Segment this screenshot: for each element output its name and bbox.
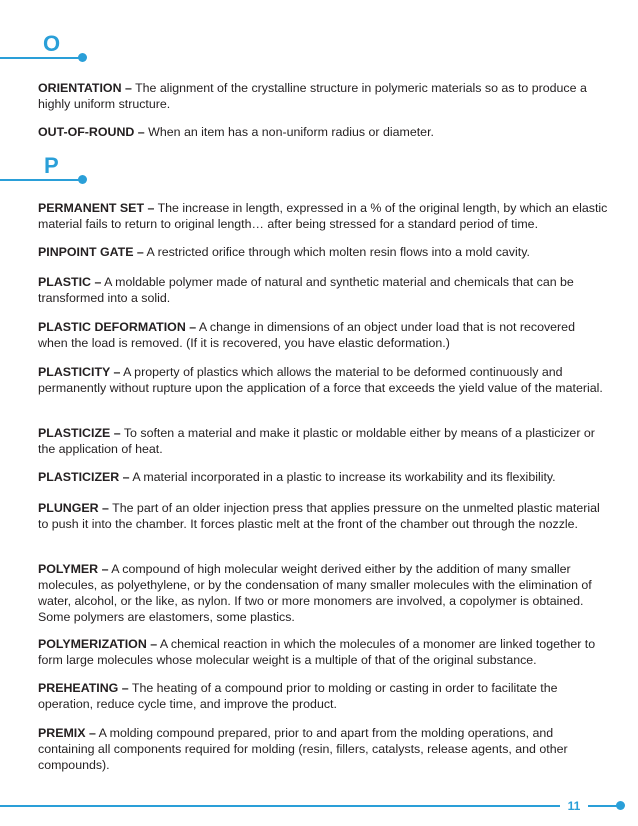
glossary-entry-plastic (38, 274, 608, 306)
glossary-entry-plasticizer (38, 469, 608, 485)
entry-definition: The increase in length, expressed in a % of the original length, by which an elastic material fails to return to original length… after being stressed for a standard period of time. (38, 201, 608, 231)
footer-rule-dot (616, 801, 625, 810)
entry-definition: When an item has a non-uniform radius or diameter. (144, 125, 434, 139)
section-rule-p (0, 179, 80, 181)
section-rule-o (0, 57, 80, 59)
entry-definition: The alignment of the crystalline structure in polymeric materials so as to produce a highly uniform structure. (38, 81, 587, 111)
glossary-entry-permanent-set (38, 200, 608, 232)
entry-definition: To soften a material and make it plastic or moldable either by means of a plasticizer or the application of heat. (38, 426, 595, 456)
entry-definition: The part of an older injection press that applies pressure on the unmelted plastic material to push it into the chamber. It forces plastic melt at the front of the chamber out through the nozzle. (38, 501, 600, 531)
section-letter-p: P (44, 153, 59, 178)
entry-term: PLASTICIZER – (38, 470, 130, 484)
entry-definition: A change in dimensions of an object under load that is not recovered when the load is removed. (If it is recovered, you have elastic deformation.) (38, 320, 575, 350)
glossary-entry-polymerization (38, 636, 608, 668)
entry-definition: A molding compound prepared, prior to and apart from the molding operations, and containing all components required for molding (resin, fillers, catalysts, release agents, and other compounds). (38, 726, 568, 772)
entry-definition: A material incorporated in a plastic to increase its workability and its flexibility. (129, 470, 556, 484)
entry-definition: A chemical reaction in which the molecules of a monomer are linked together to form large molecules whose molecular weight is a multiple of that of the original substance. (38, 637, 596, 667)
section-rule-dot-o (78, 53, 87, 62)
glossary-entry-plastic-deformation (38, 319, 608, 351)
glossary-entry-plasticize (38, 425, 608, 457)
footer-rule-left (0, 805, 560, 807)
glossary-entry-pinpoint-gate (38, 244, 608, 260)
entry-term: PINPOINT GATE – (38, 245, 144, 259)
entry-term: PERMANENT SET – (38, 201, 155, 215)
entry-definition: A compound of high molecular weight derived either by the addition of many smaller molecules, as polyethylene, or by the condensation of many smaller molecules with the elimination of water, alcohol, or the like, as nylon. If two or more monomers are involved, a copolymer is obtained. Some polymers are elastomers, some plastics. (38, 562, 592, 624)
section-letter-o: O (43, 31, 61, 56)
entry-definition: A moldable polymer made of natural and synthetic material and chemicals that can be transformed into a solid. (38, 275, 574, 305)
entry-definition: The heating of a compound prior to molding or casting in order to facilitate the operation, reduce cycle time, and improve the product. (38, 681, 558, 711)
entry-term: ORIENTATION – (38, 81, 132, 95)
entry-term: PLUNGER – (38, 501, 109, 515)
entry-term: POLYMER – (38, 562, 109, 576)
page-number: 11 (567, 799, 581, 813)
footer-rule-right (588, 805, 618, 807)
entry-term: PLASTIC DEFORMATION – (38, 320, 197, 334)
glossary-entry-plasticity (38, 364, 608, 396)
entry-term: POLYMERIZATION – (38, 637, 158, 651)
glossary-entry-premix (38, 725, 608, 773)
glossary-entry-preheating (38, 680, 608, 712)
glossary-entry-orientation (38, 80, 608, 112)
entry-definition: A restricted orifice through which molten resin flows into a mold cavity. (143, 245, 530, 259)
entry-term: PLASTIC – (38, 275, 102, 289)
entry-term: PLASTICITY – (38, 365, 121, 379)
glossary-entry-plunger (38, 500, 608, 532)
entry-term: PLASTICIZE – (38, 426, 121, 440)
entry-term: OUT-OF-ROUND – (38, 125, 145, 139)
entry-term: PREMIX – (38, 726, 96, 740)
glossary-entry-out-of-round (38, 124, 608, 140)
entry-definition: A property of plastics which allows the material to be deformed continuously and permanently without rupture upon the application of a force that exceeds the yield value of the material. (38, 365, 603, 395)
glossary-entry-polymer (38, 561, 608, 625)
section-rule-dot-p (78, 175, 87, 184)
entry-term: PREHEATING – (38, 681, 129, 695)
